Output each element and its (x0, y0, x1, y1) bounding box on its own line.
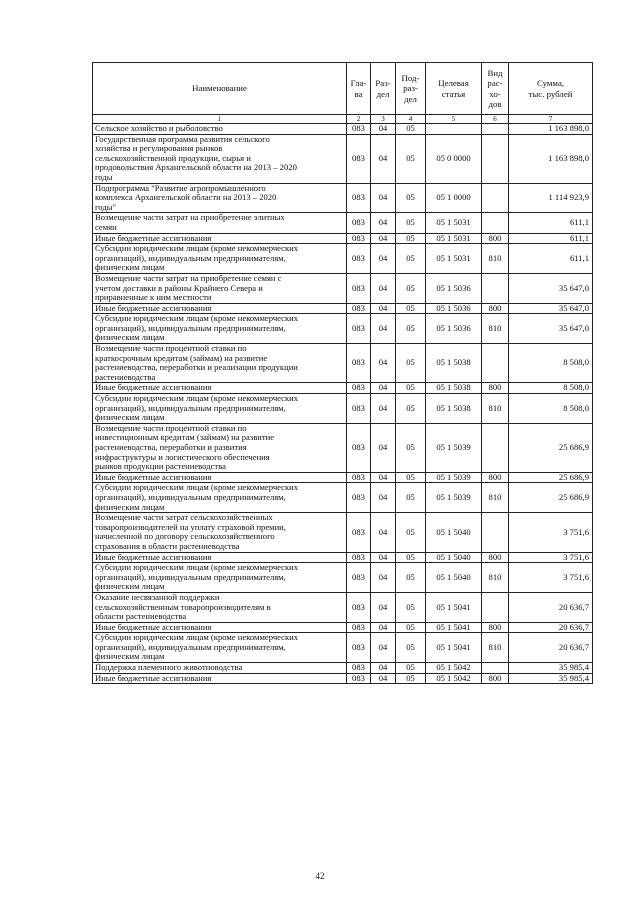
cell-sum: 25 686,9 (509, 483, 593, 513)
cell-glava: 083 (347, 472, 371, 483)
table-row (93, 303, 593, 314)
cell-vid: 800 (482, 673, 509, 684)
cell-podrazdel: 05 (396, 563, 426, 593)
cell-vid (482, 183, 509, 213)
cell-razdel: 04 (371, 622, 396, 633)
cell-name: Возмещение части затрат на приобретение семян с учетом доставки в районы Крайнего Севера и приравненные к ним местности (93, 273, 347, 303)
cell-target: 05 1 5039 (426, 423, 482, 472)
cell-target: 05 1 5031 (426, 244, 482, 274)
column-number: 6 (482, 115, 509, 124)
column-header-label: Наименование (192, 83, 247, 94)
cell-sum: 20 636,7 (509, 622, 593, 633)
cell-sum: 35 985,4 (509, 673, 593, 684)
cell-target: 05 1 5038 (426, 344, 482, 383)
cell-glava: 083 (347, 423, 371, 472)
cell-vid: 810 (482, 563, 509, 593)
cell-name: Субсидии юридическим лицам (кроме некоммерческих организаций), индивидуальным предпринимателям, физическим лицам (93, 483, 347, 513)
cell-vid (482, 124, 509, 135)
column-header-glava (347, 63, 371, 115)
cell-sum: 8 508,0 (509, 394, 593, 424)
cell-name: Возмещение части процентной ставки по инвестиционным кредитам (займам) на развитие растениеводства, переработки и развития инфраструктуры и логистического обеспечения рынков продукции растениеводства (93, 423, 347, 472)
cell-sum: 1 163 898,0 (509, 134, 593, 183)
cell-sum: 35 647,0 (509, 303, 593, 314)
table-row (93, 563, 593, 593)
table-row (93, 483, 593, 513)
cell-vid (482, 513, 509, 552)
table-row (93, 344, 593, 383)
cell-podrazdel: 05 (396, 383, 426, 394)
cell-target: 05 1 5040 (426, 563, 482, 593)
cell-podrazdel: 05 (396, 273, 426, 303)
column-header-label: Гла- ва (350, 78, 367, 99)
column-header-label: Раз- дел (375, 78, 391, 99)
cell-glava: 083 (347, 592, 371, 622)
cell-target: 05 1 5031 (426, 213, 482, 233)
cell-glava: 083 (347, 314, 371, 344)
cell-name: Иные бюджетные ассигнования (93, 303, 347, 314)
cell-target: 05 1 5038 (426, 383, 482, 394)
cell-razdel: 04 (371, 344, 396, 383)
cell-vid: 800 (482, 472, 509, 483)
table-header (93, 63, 593, 124)
cell-podrazdel: 05 (396, 633, 426, 663)
cell-vid: 800 (482, 383, 509, 394)
cell-razdel: 04 (371, 563, 396, 593)
table-row (93, 383, 593, 394)
cell-podrazdel: 05 (396, 483, 426, 513)
cell-sum: 611,1 (509, 244, 593, 274)
cell-podrazdel: 05 (396, 472, 426, 483)
cell-glava: 083 (347, 183, 371, 213)
cell-glava: 083 (347, 244, 371, 274)
column-header-label: Вид рас- хо- дов (487, 67, 503, 109)
cell-target: 05 1 5041 (426, 622, 482, 633)
table-row (93, 233, 593, 244)
cell-vid: 800 (482, 233, 509, 244)
cell-razdel: 04 (371, 513, 396, 552)
cell-glava: 083 (347, 622, 371, 633)
cell-sum: 3 751,6 (509, 563, 593, 593)
cell-razdel: 04 (371, 633, 396, 663)
cell-razdel: 04 (371, 423, 396, 472)
cell-podrazdel: 05 (396, 552, 426, 563)
column-header-vid (482, 63, 509, 115)
cell-podrazdel: 05 (396, 423, 426, 472)
cell-sum: 35 647,0 (509, 273, 593, 303)
cell-sum: 25 686,9 (509, 472, 593, 483)
cell-glava: 083 (347, 233, 371, 244)
cell-vid: 810 (482, 483, 509, 513)
cell-razdel: 04 (371, 314, 396, 344)
cell-target: 05 1 5040 (426, 552, 482, 563)
cell-vid (482, 592, 509, 622)
cell-target: 05 1 5036 (426, 314, 482, 344)
column-number: 1 (93, 115, 347, 124)
cell-vid: 810 (482, 244, 509, 274)
cell-sum: 35 647,0 (509, 314, 593, 344)
column-header-sum (509, 63, 593, 115)
table-row (93, 592, 593, 622)
cell-vid: 800 (482, 303, 509, 314)
cell-sum: 8 508,0 (509, 383, 593, 394)
cell-razdel: 04 (371, 394, 396, 424)
cell-razdel: 04 (371, 472, 396, 483)
column-header-label: Целевая статья (438, 78, 469, 99)
cell-name: Поддержка племенного животноводства (93, 663, 347, 674)
cell-target: 05 1 5036 (426, 273, 482, 303)
cell-podrazdel: 05 (396, 124, 426, 135)
cell-target: 05 1 5038 (426, 394, 482, 424)
cell-target: 05 1 0000 (426, 183, 482, 213)
cell-sum: 1 114 923,9 (509, 183, 593, 213)
cell-vid (482, 663, 509, 674)
table-row (93, 134, 593, 183)
column-header-label: Под- раз- дел (401, 72, 420, 104)
cell-vid (482, 134, 509, 183)
cell-razdel: 04 (371, 483, 396, 513)
cell-name: Субсидии юридическим лицам (кроме некоммерческих организаций), индивидуальным предпринимателям, физическим лицам (93, 394, 347, 424)
column-number: 2 (347, 115, 371, 124)
column-header-label: Сумма, тыс. рублей (528, 78, 573, 99)
cell-razdel: 04 (371, 244, 396, 274)
cell-vid (482, 213, 509, 233)
cell-name: Иные бюджетные ассигнования (93, 552, 347, 563)
cell-sum: 20 636,7 (509, 592, 593, 622)
cell-target: 05 1 5042 (426, 663, 482, 674)
cell-podrazdel: 05 (396, 233, 426, 244)
cell-razdel: 04 (371, 303, 396, 314)
cell-glava: 083 (347, 633, 371, 663)
page-number: 42 (315, 871, 325, 881)
cell-name: Иные бюджетные ассигнования (93, 622, 347, 633)
cell-glava: 083 (347, 344, 371, 383)
cell-vid: 800 (482, 622, 509, 633)
cell-glava: 083 (347, 563, 371, 593)
cell-vid (482, 423, 509, 472)
cell-glava: 083 (347, 124, 371, 135)
cell-vid: 800 (482, 552, 509, 563)
cell-target: 05 1 5039 (426, 472, 482, 483)
cell-podrazdel: 05 (396, 513, 426, 552)
table-row (93, 183, 593, 213)
column-number: 7 (509, 115, 593, 124)
table-row (93, 213, 593, 233)
cell-razdel: 04 (371, 134, 396, 183)
cell-vid (482, 344, 509, 383)
table-row (93, 622, 593, 633)
cell-sum: 3 751,6 (509, 552, 593, 563)
table-row (93, 673, 593, 684)
cell-sum: 1 163 898,0 (509, 124, 593, 135)
cell-glava: 083 (347, 513, 371, 552)
column-number: 3 (371, 115, 396, 124)
cell-razdel: 04 (371, 183, 396, 213)
cell-glava: 083 (347, 673, 371, 684)
cell-name: Государственная программа развития сельского хозяйства и регулирования рынков сельскохозяйственной продукции, сырья и продовольствия Архангельской области на 2013 – 2020 годы (93, 134, 347, 183)
column-number: 4 (396, 115, 426, 124)
cell-razdel: 04 (371, 673, 396, 684)
cell-vid: 810 (482, 394, 509, 424)
cell-podrazdel: 05 (396, 303, 426, 314)
column-header-razdel (371, 63, 396, 115)
table-row (93, 314, 593, 344)
cell-name: Подпрограмма "Развитие агропромышленного комплекса Архангельской области на 2013 – 2020 годы" (93, 183, 347, 213)
table-row (93, 513, 593, 552)
table-row (93, 423, 593, 472)
cell-podrazdel: 05 (396, 592, 426, 622)
cell-podrazdel: 05 (396, 663, 426, 674)
cell-sum: 25 686,9 (509, 423, 593, 472)
cell-target: 05 0 0000 (426, 134, 482, 183)
cell-podrazdel: 05 (396, 134, 426, 183)
cell-podrazdel: 05 (396, 344, 426, 383)
cell-razdel: 04 (371, 663, 396, 674)
cell-name: Иные бюджетные ассигнования (93, 472, 347, 483)
cell-glava: 083 (347, 552, 371, 563)
cell-glava: 083 (347, 394, 371, 424)
cell-podrazdel: 05 (396, 183, 426, 213)
table-row (93, 552, 593, 563)
column-number-row (93, 115, 593, 124)
cell-name: Субсидии юридическим лицам (кроме некоммерческих организаций), индивидуальным предпринимателям, физическим лицам (93, 314, 347, 344)
cell-razdel: 04 (371, 383, 396, 394)
cell-target: 05 1 5040 (426, 513, 482, 552)
table-row (93, 663, 593, 674)
column-header-target (426, 63, 482, 115)
cell-podrazdel: 05 (396, 622, 426, 633)
cell-name: Субсидии юридическим лицам (кроме некоммерческих организаций), индивидуальным предпринимателям, физическим лицам (93, 633, 347, 663)
cell-target: 05 1 5039 (426, 483, 482, 513)
cell-vid: 810 (482, 633, 509, 663)
cell-name: Иные бюджетные ассигнования (93, 673, 347, 684)
cell-sum: 611,1 (509, 233, 593, 244)
column-header-name (93, 63, 347, 115)
cell-vid: 810 (482, 314, 509, 344)
cell-podrazdel: 05 (396, 314, 426, 344)
cell-glava: 083 (347, 134, 371, 183)
cell-name: Сельское хозяйство и рыболовство (93, 124, 347, 135)
table-row (93, 124, 593, 135)
cell-podrazdel: 05 (396, 213, 426, 233)
cell-name: Субсидии юридическим лицам (кроме некоммерческих организаций), индивидуальным предпринимателям, физическим лицам (93, 244, 347, 274)
cell-name: Возмещение части затрат на приобретение элитных семян (93, 213, 347, 233)
cell-sum: 20 636,7 (509, 633, 593, 663)
cell-glava: 083 (347, 273, 371, 303)
cell-sum: 3 751,6 (509, 513, 593, 552)
header-row (93, 63, 593, 115)
cell-podrazdel: 05 (396, 673, 426, 684)
cell-glava: 083 (347, 213, 371, 233)
cell-sum: 611,1 (509, 213, 593, 233)
cell-target: 05 1 5041 (426, 592, 482, 622)
cell-podrazdel: 05 (396, 244, 426, 274)
cell-razdel: 04 (371, 213, 396, 233)
cell-name: Возмещение части процентной ставки по краткосрочным кредитам (займам) на развитие растениеводства, переработки и реализации продукции растениеводства (93, 344, 347, 383)
column-number: 5 (426, 115, 482, 124)
table-row (93, 394, 593, 424)
cell-razdel: 04 (371, 552, 396, 563)
cell-glava: 083 (347, 303, 371, 314)
column-header-podrazdel (396, 63, 426, 115)
cell-name: Иные бюджетные ассигнования (93, 233, 347, 244)
table-row (93, 633, 593, 663)
cell-name: Иные бюджетные ассигнования (93, 383, 347, 394)
cell-sum: 35 985,4 (509, 663, 593, 674)
table-row (93, 244, 593, 274)
cell-sum: 8 508,0 (509, 344, 593, 383)
cell-razdel: 04 (371, 124, 396, 135)
cell-vid (482, 273, 509, 303)
cell-target: 05 1 5041 (426, 633, 482, 663)
table-body (93, 124, 593, 684)
cell-glava: 083 (347, 663, 371, 674)
cell-razdel: 04 (371, 592, 396, 622)
table-row (93, 472, 593, 483)
cell-razdel: 04 (371, 233, 396, 244)
cell-target: 05 1 5031 (426, 233, 482, 244)
cell-razdel: 04 (371, 273, 396, 303)
cell-name: Субсидии юридическим лицам (кроме некоммерческих организаций), индивидуальным предпринимателям, физическим лицам (93, 563, 347, 593)
cell-target (426, 124, 482, 135)
cell-glava: 083 (347, 383, 371, 394)
cell-podrazdel: 05 (396, 394, 426, 424)
cell-target: 05 1 5036 (426, 303, 482, 314)
cell-name: Возмещение части затрат сельскохозяйственных товаропроизводителей на уплату страховой премии, начисленной по договору сельскохозяйственного страхования в области растениеводства (93, 513, 347, 552)
table-row (93, 273, 593, 303)
budget-table (92, 62, 593, 684)
cell-glava: 083 (347, 483, 371, 513)
cell-target: 05 1 5042 (426, 673, 482, 684)
cell-name: Оказание несвязанной поддержки сельскохозяйственным товаропроизводителям в области растениеводства (93, 592, 347, 622)
